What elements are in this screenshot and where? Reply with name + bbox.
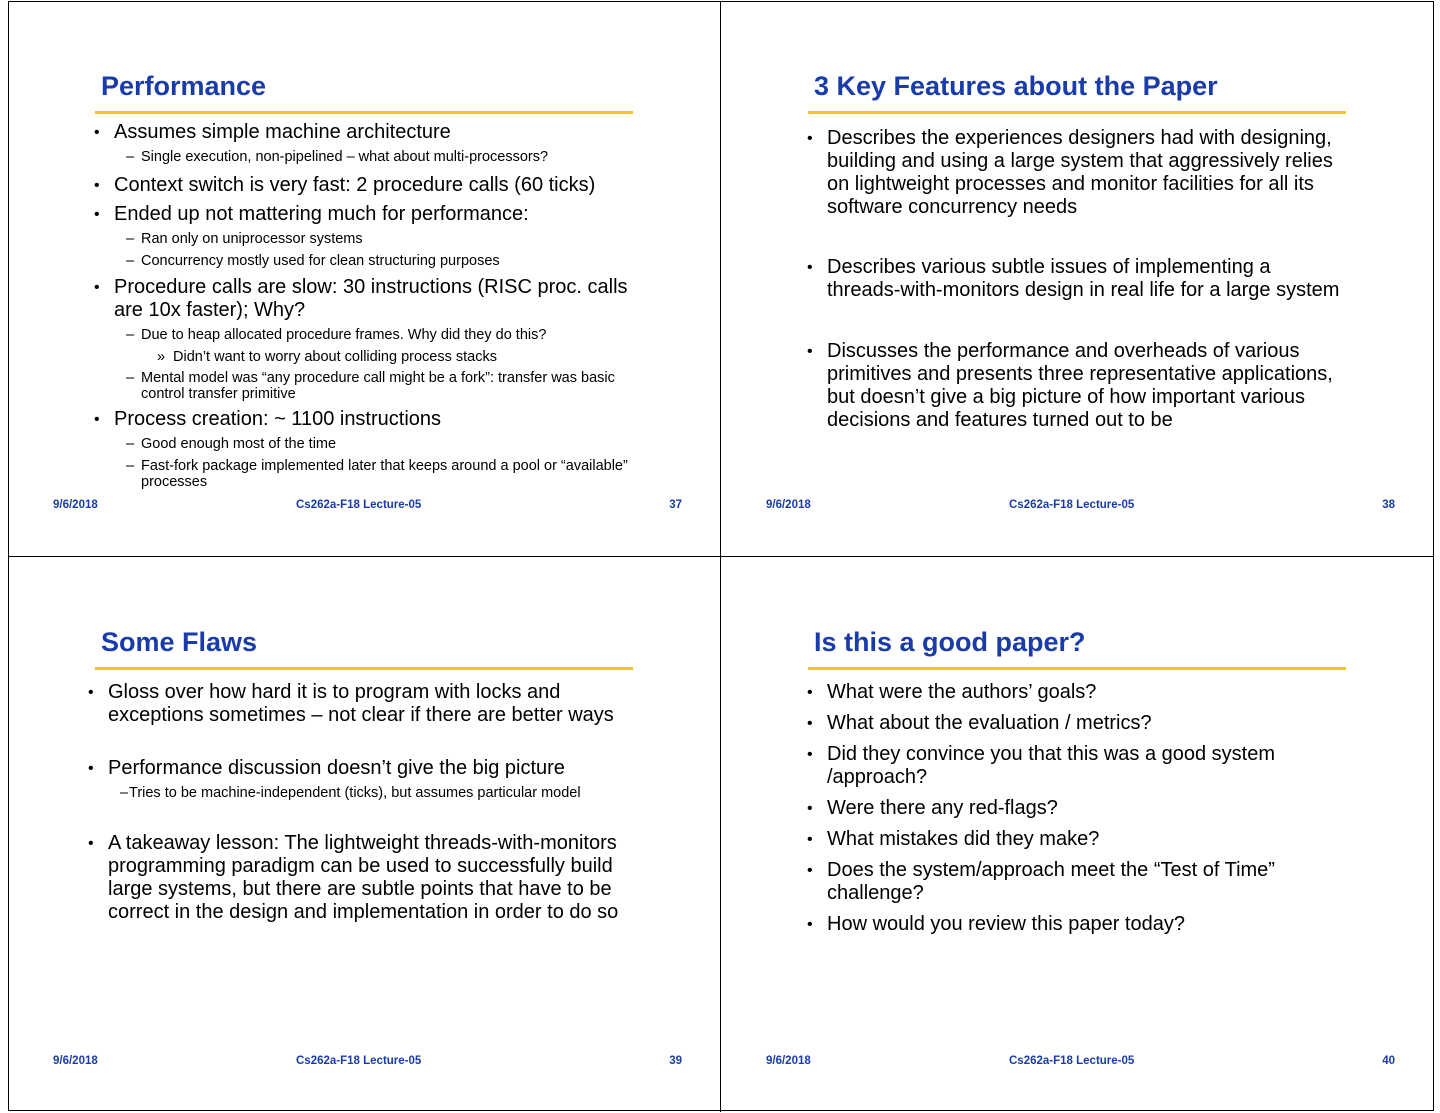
- slide-title: Is this a good paper?: [814, 627, 1086, 657]
- bullet: • Describes various subtle issues of implementing a threads-with-monitors design in real life for a large system: [801, 256, 1341, 302]
- bullet: • Performance discussion doesn’t give the big picture: [82, 757, 652, 780]
- bullet: • What were the authors’ goals?: [801, 681, 1321, 704]
- title-underline: [95, 667, 633, 670]
- slide-number: 38: [1382, 499, 1395, 511]
- bullet: • How would you review this paper today?: [801, 913, 1321, 936]
- bullet: • What about the evaluation / metrics?: [801, 712, 1321, 735]
- sub-bullet: – Ran only on uniprocessor systems: [88, 231, 648, 248]
- footer-course: Cs262a-F18 Lecture-05: [296, 499, 422, 511]
- slide-title: Performance: [101, 71, 267, 101]
- footer-date: 9/6/2018: [53, 1055, 98, 1067]
- sub-bullet: – Single execution, non-pipelined – what about multi-processors?: [88, 149, 648, 166]
- slide-40: [721, 557, 1433, 1112]
- slide-bullets: [82, 681, 652, 924]
- sub-sub-bullet: » Didn’t want to worry about colliding process stacks: [88, 349, 648, 366]
- bullet: • Ended up not mattering much for performance:: [88, 203, 648, 226]
- slide-number: 37: [669, 499, 682, 511]
- bullet: • Did they convince you that this was a good system /approach?: [801, 743, 1321, 789]
- footer-course: Cs262a-F18 Lecture-05: [1009, 1055, 1135, 1067]
- title-underline: [808, 111, 1346, 114]
- sub-bullet: – Due to heap allocated procedure frames. Why did they do this?: [88, 327, 648, 344]
- bullet: • Gloss over how hard it is to program with locks and exceptions sometimes – not clear if there are better ways: [82, 681, 652, 727]
- sub-bullet: – Good enough most of the time: [88, 436, 648, 453]
- sub-bullet: – Mental model was “any procedure call might be a fork”: transfer was basic control transfer primitive: [88, 370, 648, 402]
- footer-date: 9/6/2018: [766, 1055, 811, 1067]
- bullet: • Procedure calls are slow: 30 instructions (RISC proc. calls are 10x faster); Why?: [88, 276, 648, 322]
- bullet: • What mistakes did they make?: [801, 828, 1321, 851]
- bullet: • Does the system/approach meet the “Test of Time” challenge?: [801, 859, 1321, 905]
- slide-39: [8, 557, 720, 1112]
- footer-date: 9/6/2018: [766, 499, 811, 511]
- sub-bullet: – Tries to be machine-independent (ticks), but assumes particular model: [82, 785, 652, 802]
- bullet: • Context switch is very fast: 2 procedure calls (60 ticks): [88, 174, 648, 197]
- footer-course: Cs262a-F18 Lecture-05: [296, 1055, 422, 1067]
- footer-date: 9/6/2018: [53, 499, 98, 511]
- bullet: • Process creation: ~ 1100 instructions: [88, 408, 648, 431]
- slide-title: 3 Key Features about the Paper: [814, 71, 1218, 101]
- bullet: • Discusses the performance and overheads of various primitives and presents three representative applications, but doesn’t give a big picture of how important various decisions and features turned out to be: [801, 340, 1341, 432]
- slide-bullets: [801, 681, 1321, 936]
- footer-course: Cs262a-F18 Lecture-05: [1009, 499, 1135, 511]
- bullet: • Were there any red-flags?: [801, 797, 1321, 820]
- sub-bullet: – Fast-fork package implemented later that keeps around a pool or “available” processes: [88, 458, 648, 490]
- bullet: • Describes the experiences designers had with designing, building and using a large system that aggressively relies on lightweight processes and monitor facilities for all its software concurrency needs: [801, 127, 1341, 219]
- slide-title: Some Flaws: [101, 627, 258, 657]
- slide-bullets: [88, 121, 648, 490]
- sub-bullet: – Concurrency mostly used for clean structuring purposes: [88, 253, 648, 270]
- title-underline: [808, 667, 1346, 670]
- title-underline: [95, 111, 633, 114]
- slide-bullets: [801, 127, 1341, 432]
- slide-37: [8, 1, 720, 556]
- bullet: • A takeaway lesson: The lightweight threads-with-monitors programming paradigm can be used to successfully build large systems, but there are subtle points that have to be correct in the design and implementation in order to do so: [82, 832, 652, 924]
- slide-number: 40: [1382, 1055, 1395, 1067]
- bullet: • Assumes simple machine architecture: [88, 121, 648, 144]
- slide-number: 39: [669, 1055, 682, 1067]
- slide-38: [721, 1, 1433, 556]
